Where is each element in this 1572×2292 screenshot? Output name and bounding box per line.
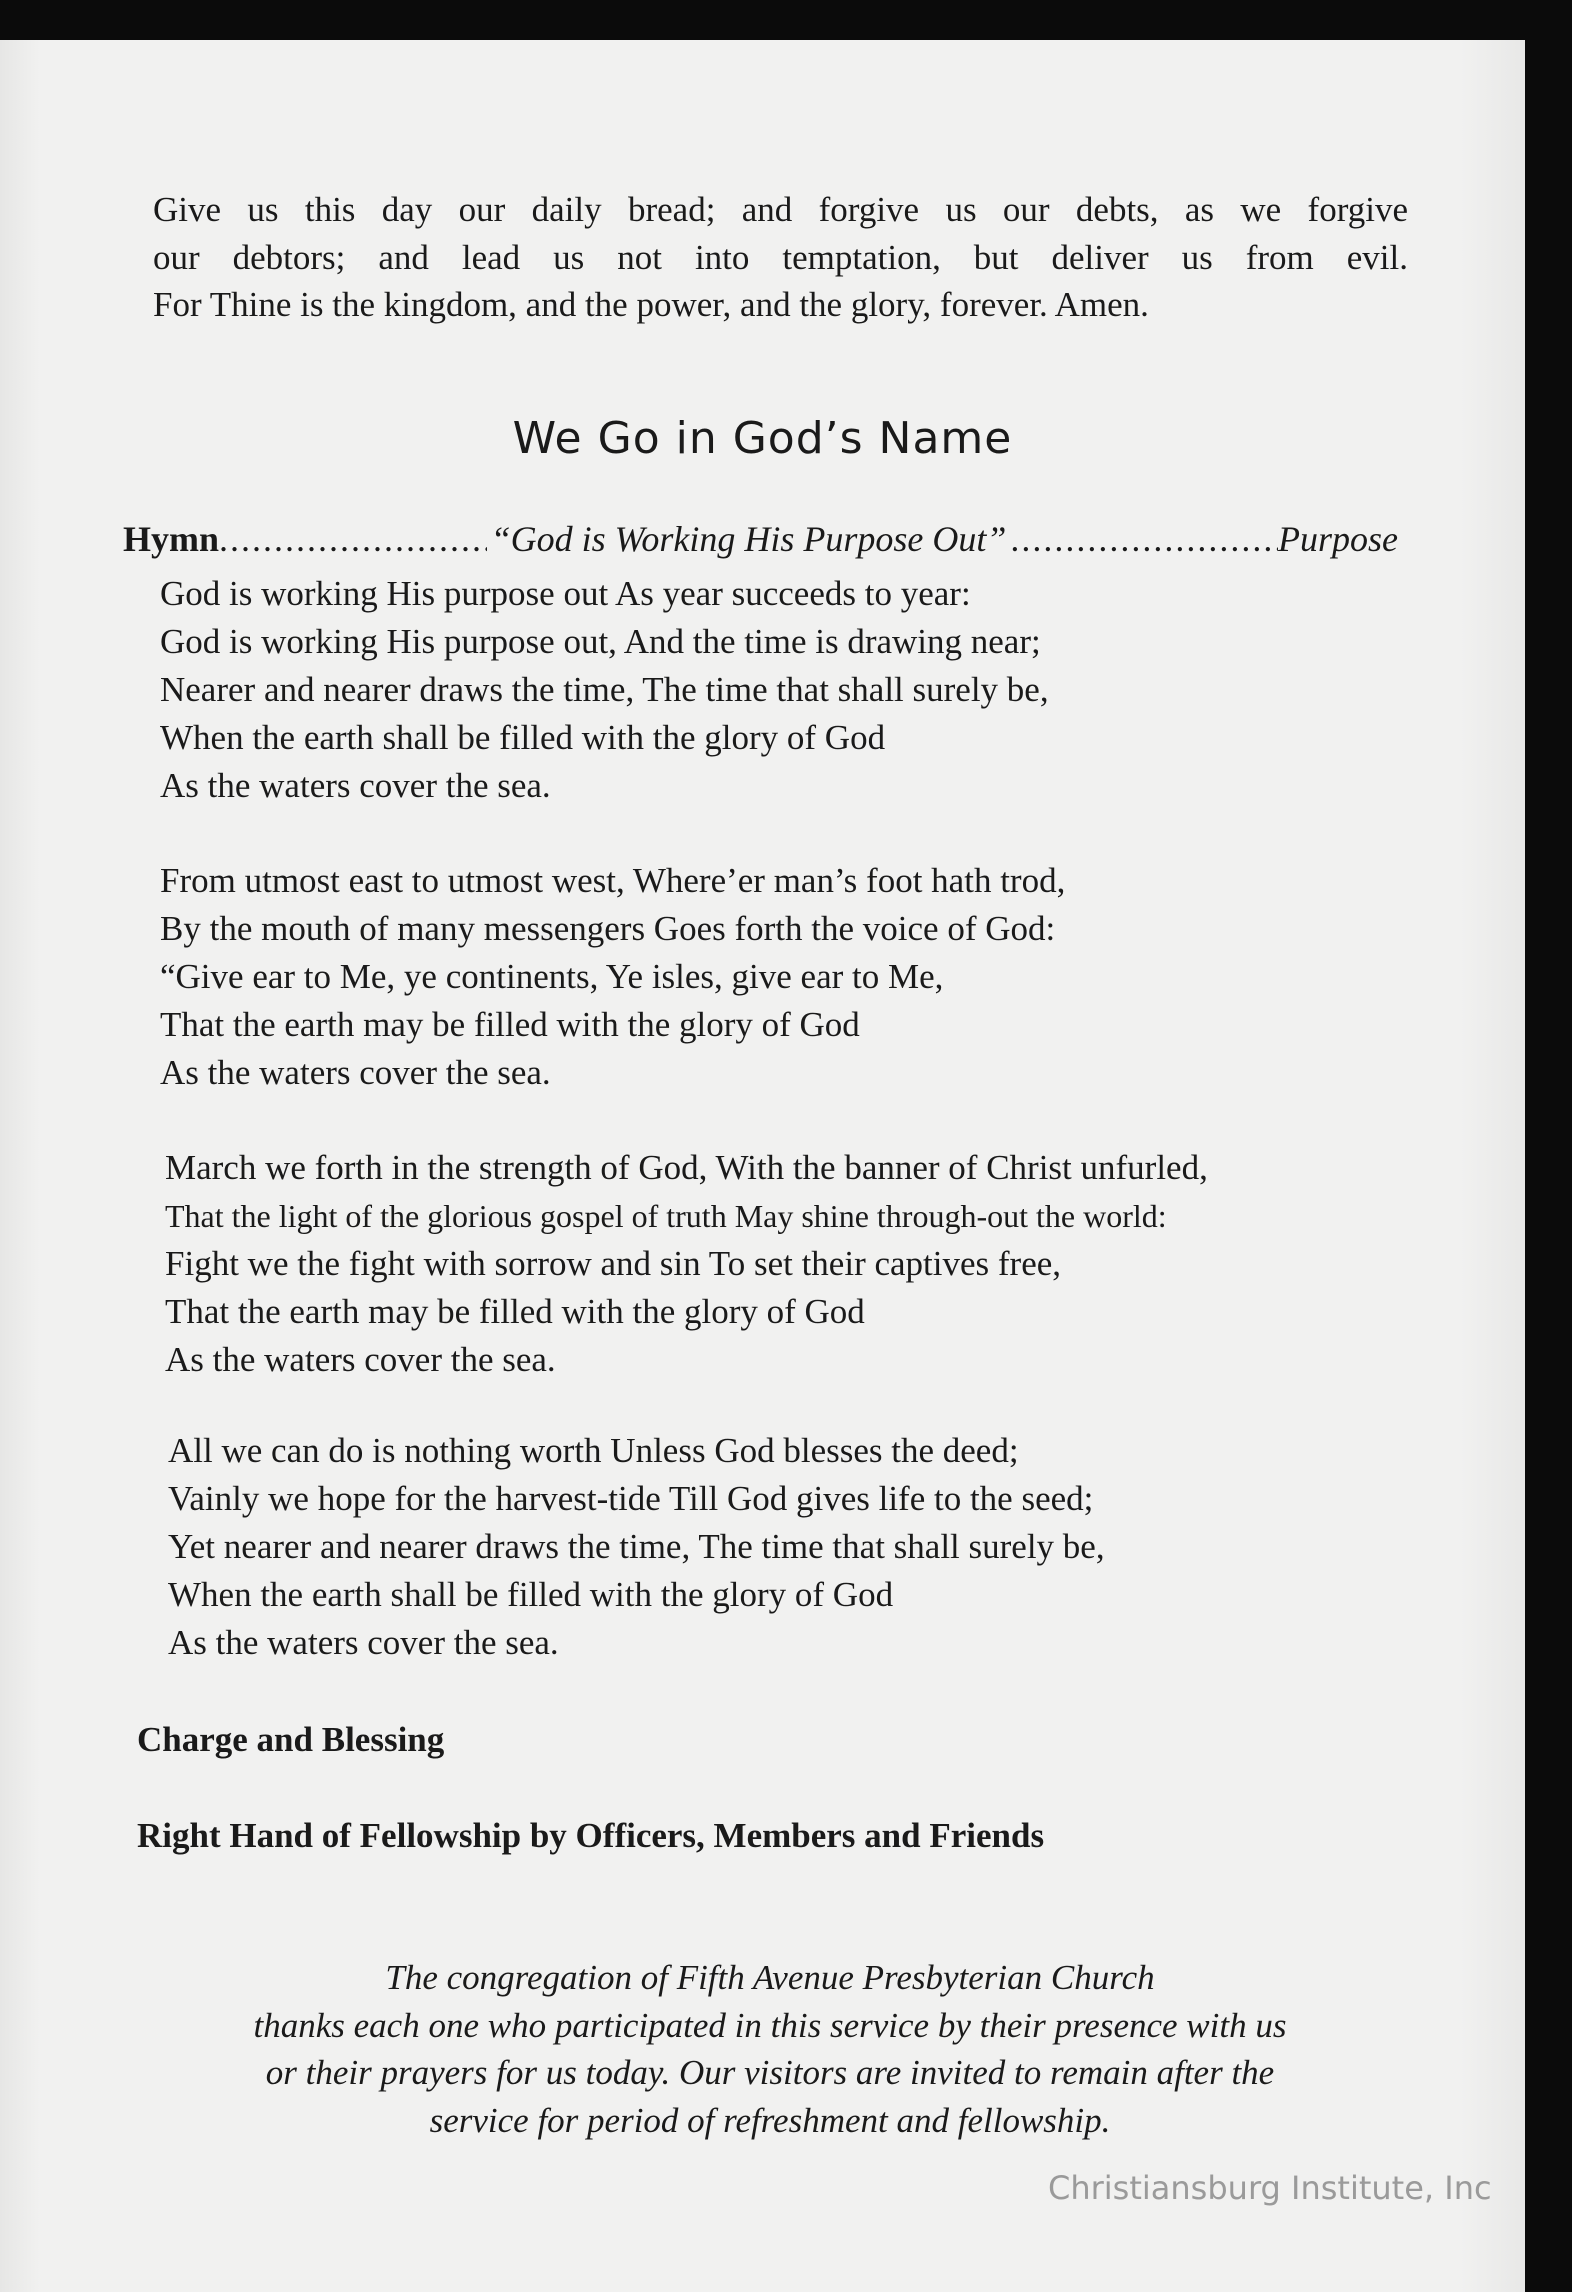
verse-line: That the earth may be filled with the glory of God — [160, 1005, 860, 1044]
verse-line: As the waters cover the sea. — [165, 1340, 556, 1379]
hymn-verse-2 — [160, 857, 1400, 1097]
verse-line: That the light of the glorious gospel of truth May shine through-out the world: — [165, 1198, 1167, 1234]
prayer-line: Give us this day our daily bread; and forgive us our debts, as we forgive — [153, 190, 1408, 229]
prayer-line: For Thine is the kingdom, and the power, and the glory, forever. Amen. — [153, 285, 1149, 324]
verse-line: As the waters cover the sea. — [168, 1623, 559, 1662]
closing-line: or their prayers for us today. Our visitors are invited to remain after the — [265, 2053, 1275, 2092]
verse-line: Fight we the fight with sorrow and sin To set their captives free, — [165, 1244, 1062, 1283]
verse-line: God is working His purpose out, And the time is drawing near; — [160, 622, 1041, 661]
hymn-tune: Purpose — [1278, 519, 1398, 559]
verse-line: When the earth shall be filled with the glory of God — [168, 1575, 894, 1614]
closing-message — [120, 1954, 1420, 2144]
verse-line: As the waters cover the sea. — [160, 1053, 551, 1092]
hymn-label: Hymn — [123, 519, 220, 559]
lords-prayer-ending — [153, 186, 1408, 329]
leader-dots — [1010, 518, 1278, 560]
verse-line: By the mouth of many messengers Goes forth the voice of God: — [160, 909, 1056, 948]
verse-line: March we forth in the strength of God, With the banner of Christ unfurled, — [165, 1148, 1208, 1187]
verse-line: Yet nearer and nearer draws the time, The time that shall surely be, — [168, 1527, 1105, 1566]
section-heading: We Go in God’s Name — [512, 413, 1013, 464]
verse-line: “Give ear to Me, ye continents, Ye isles, give ear to Me, — [160, 957, 944, 996]
verse-line: Vainly we hope for the harvest-tide Till God gives life to the seed; — [168, 1479, 1094, 1518]
right-hand-of-fellowship: Right Hand of Fellowship by Officers, Members and Friends — [137, 1816, 1045, 1855]
charge-and-blessing: Charge and Blessing — [137, 1720, 445, 1759]
verse-line: When the earth shall be filled with the glory of God — [160, 718, 886, 757]
verse-line: As the waters cover the sea. — [160, 766, 551, 805]
verse-line: All we can do is nothing worth Unless God blesses the deed; — [168, 1431, 1019, 1470]
hymn-verse-3 — [165, 1144, 1405, 1384]
watermark: Christiansburg Institute, Inc — [1048, 2169, 1492, 2207]
prayer-line: our debtors; and lead us not into temptation, but deliver us from evil. — [153, 237, 1408, 277]
closing-line: The congregation of Fifth Avenue Presbyterian Church — [385, 1958, 1155, 1997]
verse-line: Nearer and nearer draws the time, The time that shall surely be, — [160, 670, 1049, 709]
leader-dots — [219, 518, 487, 560]
closing-line: service for period of refreshment and fellowship. — [429, 2100, 1111, 2140]
hymn-title-line — [123, 518, 1398, 560]
verse-line: That the earth may be filled with the glory of God — [165, 1292, 865, 1331]
closing-line: thanks each one who participated in this service by their presence with us — [253, 2005, 1287, 2045]
hymn-name: “God is Working His Purpose Out” — [490, 519, 1007, 559]
hymn-verse-4 — [168, 1427, 1408, 1667]
verse-line: God is working His purpose out As year succeeds to year: — [160, 574, 971, 613]
verse-line: From utmost east to utmost west, Where’er man’s foot hath trod, — [160, 861, 1066, 900]
hymn-verse-1 — [160, 570, 1400, 810]
